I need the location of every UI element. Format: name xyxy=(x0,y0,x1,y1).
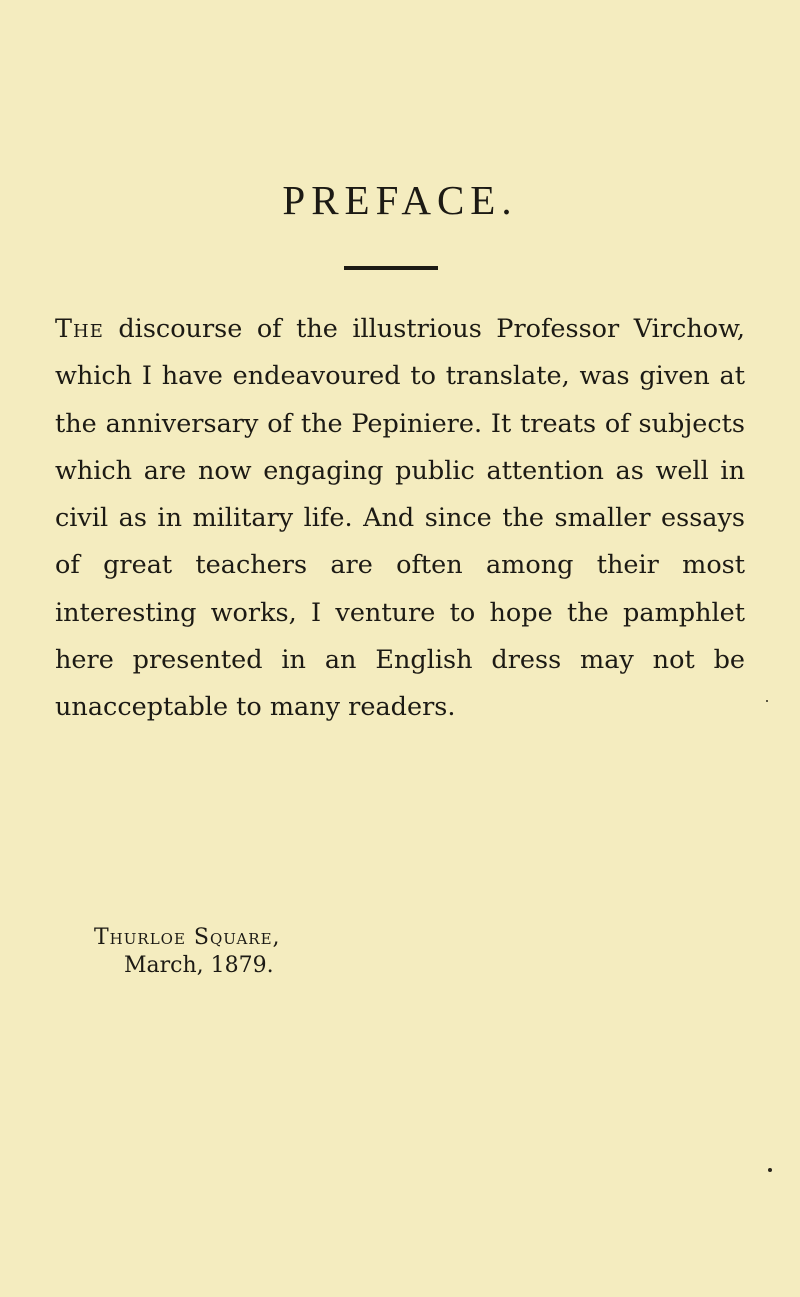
preface-paragraph xyxy=(55,306,745,732)
signature-block xyxy=(94,924,281,980)
signature-date: March, 1879. xyxy=(124,953,274,978)
page-title: PREFACE. xyxy=(282,177,518,223)
preface-text: discourse of the illustrious Professor Virchow, which I have endeavoured to translate, was given at the anniversary of the Pepiniere. It treats of subjects which are now engaging public attention as well in civil as in military life. And since the smaller essays of great teachers are often among their most interesting works, I venture to hope the pamphlet here presented in an English dress may not be unacceptable to many readers. xyxy=(55,314,745,723)
paper-speck xyxy=(766,700,768,702)
paper-speck xyxy=(768,1168,772,1172)
lead-word: The xyxy=(55,314,104,344)
heading-rule xyxy=(344,266,438,270)
signature-place: Thurloe Square, xyxy=(94,925,281,950)
